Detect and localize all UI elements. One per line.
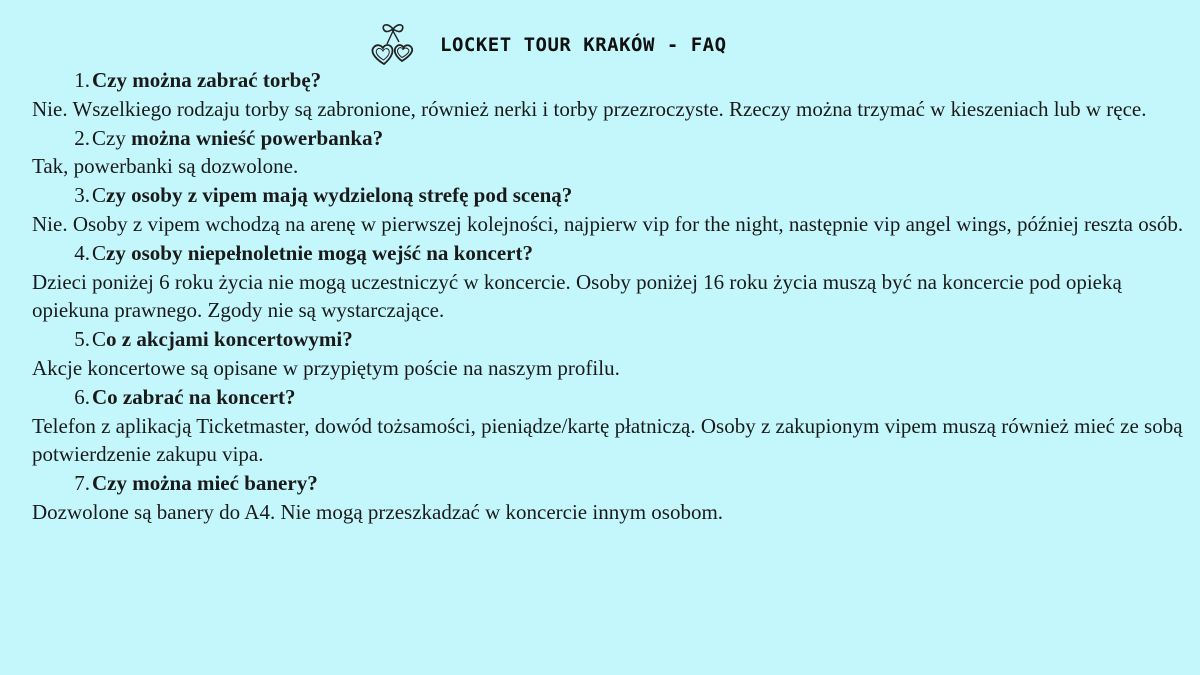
- faq-item-5: [32, 325, 1192, 383]
- faq-list: [32, 66, 1192, 527]
- question-number: 5.: [74, 327, 90, 352]
- header: [0, 18, 1200, 70]
- faq-item-7: [32, 469, 1192, 527]
- question-text: Co zabrać na koncert?: [92, 384, 296, 409]
- question-number: 1.: [74, 68, 90, 92]
- faq-question: [32, 325, 1192, 354]
- question-number: 6.: [74, 384, 90, 409]
- faq-answer: Nie. Osoby z vipem wchodzą na arenę w pierwszej kolejności, najpierw vip for the night, następnie vip angel wings, później reszta osób.: [32, 211, 1184, 236]
- faq-question: [32, 469, 1192, 498]
- question-text: Czy można mieć banery?: [92, 471, 318, 496]
- faq-question: [32, 66, 1192, 95]
- question-text-plain: C: [92, 240, 107, 265]
- heart-locket-icon: [368, 20, 418, 70]
- question-text: zy osoby niepełnoletnie mogą wejść na koncert?: [106, 240, 533, 265]
- question-text: zy osoby z vipem mają wydzieloną strefę pod sceną?: [106, 183, 573, 208]
- faq-question: [32, 181, 1192, 210]
- faq-question: [32, 239, 1192, 268]
- faq-item-6: [32, 383, 1192, 469]
- question-text-plain: C: [92, 327, 107, 352]
- question-number: 2.: [74, 125, 90, 150]
- faq-answer: Dzieci poniżej 6 roku życia nie mogą uczestniczyć w koncercie. Osoby poniżej 16 roku życia muszą być na koncercie pod opieką opiekuna prawnego. Zgody nie są wystarczające.: [32, 269, 1122, 323]
- faq-answer: Akcje koncertowe są opisane w przypiętym poście na naszym profilu.: [32, 355, 620, 380]
- question-text: Czy można zabrać torbę?: [92, 68, 322, 92]
- faq-question: [32, 383, 1192, 412]
- page-title: LOCKET TOUR KRAKÓW - FAQ: [440, 34, 727, 56]
- faq-item-4: [32, 239, 1192, 325]
- faq-answer: Telefon z aplikacją Ticketmaster, dowód tożsamości, pieniądze/kartę płatniczą. Osoby z zakupionym vipem muszą również mieć ze sobą potwierdzenie zakupu vipa.: [32, 413, 1183, 467]
- question-text: można wnieść powerbanka?: [131, 125, 384, 150]
- faq-answer: Dozwolone są banery do A4. Nie mogą przeszkadzać w koncercie innym osobom.: [32, 499, 724, 524]
- faq-answer: Tak, powerbanki są dozwolone.: [32, 154, 299, 179]
- faq-item-3: [32, 181, 1192, 239]
- question-number: 4.: [74, 240, 90, 265]
- faq-question: [32, 124, 1192, 153]
- faq-item-2: [32, 124, 1192, 182]
- question-number: 7.: [74, 471, 90, 496]
- question-text: o z akcjami koncertowymi?: [106, 327, 353, 352]
- faq-item-1: [32, 66, 1192, 124]
- question-number: 3.: [74, 183, 90, 208]
- question-text-plain: Czy: [92, 125, 132, 150]
- question-text-plain: C: [92, 183, 107, 208]
- faq-answer: Nie. Wszelkiego rodzaju torby są zabronione, również nerki i torby przezroczyste. Rzeczy można trzymać w kieszeniach lub w ręce.: [32, 96, 1147, 121]
